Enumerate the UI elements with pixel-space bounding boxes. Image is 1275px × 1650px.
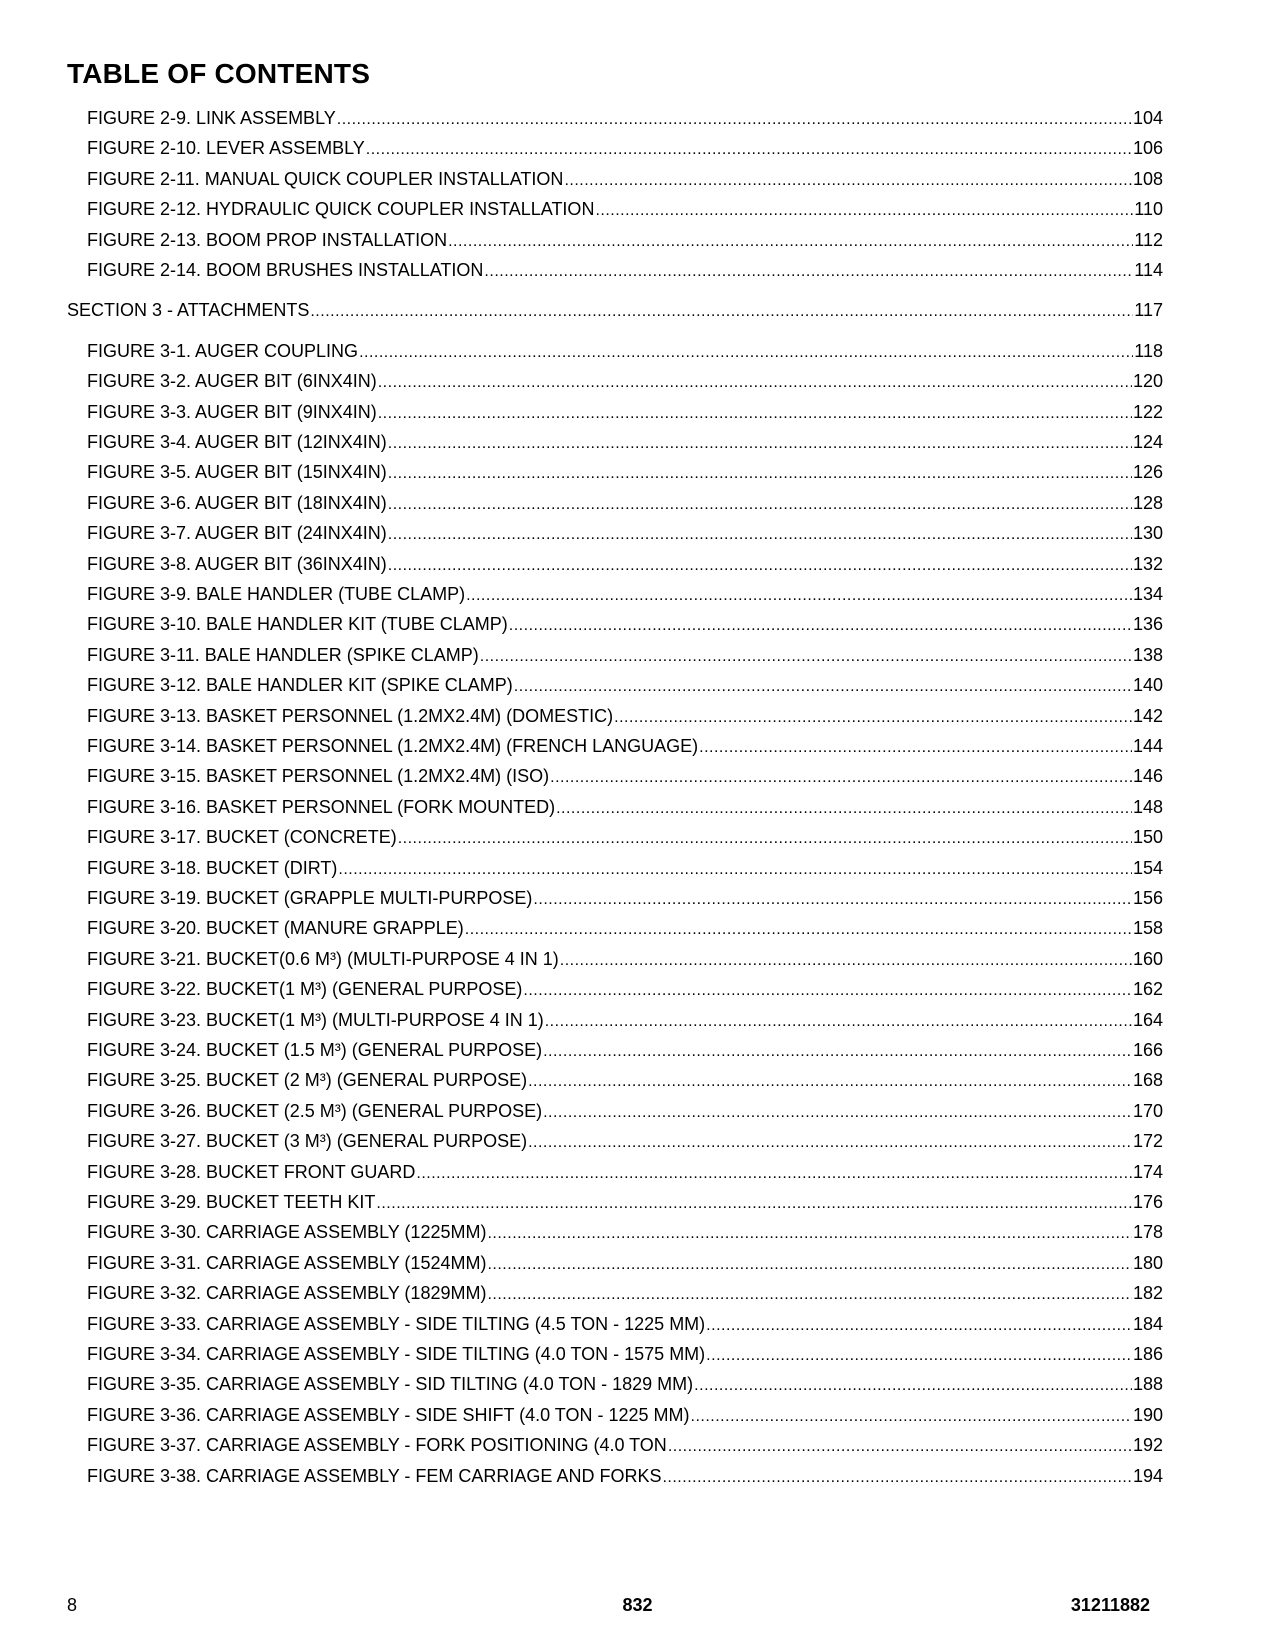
toc-entry[interactable] (87, 916, 1163, 940)
toc-entry-label: FIGURE 3-19. BUCKET (GRAPPLE MULTI-PURPOSE) (87, 888, 533, 908)
dot-leader (564, 169, 1132, 193)
toc-entry-label: FIGURE 3-3. AUGER BIT (9INX4IN) (87, 402, 377, 422)
dot-leader (694, 1374, 1132, 1398)
dot-leader (310, 300, 1133, 324)
footer-document-number: 31211882 (1070, 1595, 1150, 1615)
dot-leader (466, 584, 1132, 608)
toc-entry-label: FIGURE 3-21. BUCKET(0.6 M³) (MULTI-PURPOSE 4 IN 1) (87, 949, 559, 969)
toc-entry[interactable] (87, 1403, 1163, 1427)
toc-entry-page: 126 (1132, 462, 1163, 482)
toc-entry-page: 144 (1132, 736, 1163, 756)
toc-entry-page: 154 (1132, 858, 1163, 878)
toc-entry-label: FIGURE 3-5. AUGER BIT (15INX4IN) (87, 462, 387, 482)
toc-entry[interactable] (87, 228, 1163, 252)
toc-entry[interactable] (87, 1433, 1163, 1457)
dot-leader (366, 138, 1132, 162)
toc-entry-label: FIGURE 3-11. BALE HANDLER (SPIKE CLAMP) (87, 645, 479, 665)
toc-entry-page: 140 (1132, 675, 1163, 695)
dot-leader (388, 523, 1132, 547)
dot-leader (560, 949, 1132, 973)
dot-leader (388, 493, 1132, 517)
toc-entry-page: 186 (1132, 1344, 1163, 1364)
toc-entry-label: FIGURE 3-37. CARRIAGE ASSEMBLY - FORK POSITIONING (4.0 TON (87, 1435, 667, 1455)
toc-entry[interactable] (87, 977, 1163, 1001)
toc-entry-page: 136 (1132, 614, 1163, 634)
toc-entry-page: 148 (1132, 797, 1163, 817)
toc-entry-label: FIGURE 2-11. MANUAL QUICK COUPLER INSTALLATION (87, 169, 564, 189)
dot-leader (388, 554, 1132, 578)
toc-entry-page: 188 (1132, 1374, 1163, 1394)
toc-entry-page: 166 (1132, 1040, 1163, 1060)
toc-entry-page: 190 (1132, 1405, 1163, 1425)
toc-entry-page: 168 (1132, 1070, 1163, 1090)
toc-entry[interactable] (87, 1312, 1163, 1336)
toc-entry[interactable] (87, 369, 1163, 393)
toc-entry-page: 117 (1134, 300, 1163, 320)
footer-page-number: 8 (67, 1595, 78, 1615)
dot-leader (699, 736, 1132, 760)
toc-entry[interactable] (87, 643, 1163, 667)
toc-entry-label: FIGURE 2-10. LEVER ASSEMBLY (87, 138, 365, 158)
toc-entry-page: 146 (1132, 766, 1163, 786)
toc-entry-page: 132 (1132, 554, 1163, 574)
toc-entry-label: FIGURE 3-18. BUCKET (DIRT) (87, 858, 338, 878)
toc-entry[interactable] (87, 1372, 1163, 1396)
toc-entry[interactable] (87, 612, 1163, 636)
dot-leader (545, 1010, 1132, 1034)
toc-entry-page: 106 (1132, 138, 1163, 158)
toc-entry-page: 156 (1132, 888, 1163, 908)
toc-entry-page: 158 (1132, 918, 1163, 938)
dot-leader (543, 1101, 1132, 1125)
dot-leader (514, 675, 1132, 699)
toc-entry-label: FIGURE 2-14. BOOM BRUSHES INSTALLATION (87, 260, 484, 280)
toc-entry-label: FIGURE 3-27. BUCKET (3 M³) (GENERAL PURPOSE) (87, 1131, 528, 1151)
toc-entry[interactable] (87, 856, 1163, 880)
toc-entry[interactable] (87, 1068, 1163, 1092)
dot-leader (378, 402, 1132, 426)
dot-leader (388, 462, 1132, 486)
toc-entry[interactable] (87, 339, 1163, 363)
dot-leader (543, 1040, 1132, 1064)
toc-entry-label: FIGURE 3-23. BUCKET(1 M³) (MULTI-PURPOSE 4 IN 1) (87, 1010, 544, 1030)
dot-leader (359, 341, 1133, 365)
dot-leader (416, 1162, 1132, 1186)
toc-entry-label: FIGURE 3-12. BALE HANDLER KIT (SPIKE CLAMP) (87, 675, 513, 695)
toc-section-entry[interactable] (67, 298, 1163, 322)
toc-entry-page: 150 (1132, 827, 1163, 847)
toc-entry[interactable] (87, 1099, 1163, 1123)
toc-entry-label: FIGURE 3-9. BALE HANDLER (TUBE CLAMP) (87, 584, 466, 604)
toc-entry-label: FIGURE 3-4. AUGER BIT (12INX4IN) (87, 432, 387, 452)
toc-entry-page: 128 (1132, 493, 1163, 513)
toc-entry-page: 174 (1132, 1162, 1163, 1182)
dot-leader (614, 706, 1132, 730)
dot-leader (523, 979, 1132, 1003)
dot-leader (487, 1253, 1131, 1277)
dot-leader (448, 230, 1133, 254)
dot-leader (662, 1466, 1131, 1490)
dot-leader (465, 918, 1132, 942)
toc-entry-page: 142 (1132, 706, 1163, 726)
dot-leader (487, 1222, 1131, 1246)
toc-entry[interactable] (87, 552, 1163, 576)
toc-entry[interactable] (87, 491, 1163, 515)
toc-entry[interactable] (87, 1251, 1163, 1275)
toc-entry-label: FIGURE 3-2. AUGER BIT (6INX4IN) (87, 371, 377, 391)
toc-entry-label: FIGURE 3-34. CARRIAGE ASSEMBLY - SIDE TILTING (4.0 TON - 1575 MM) (87, 1344, 706, 1364)
toc-entry-label: FIGURE 3-25. BUCKET (2 M³) (GENERAL PURPOSE) (87, 1070, 528, 1090)
toc-entry-page: 160 (1132, 949, 1163, 969)
toc-entry-label: FIGURE 3-16. BASKET PERSONNEL (FORK MOUNTED) (87, 797, 556, 817)
toc-entry-label: FIGURE 3-36. CARRIAGE ASSEMBLY - SIDE SHIFT (4.0 TON - 1225 MM) (87, 1405, 690, 1425)
dot-leader (487, 1283, 1131, 1307)
toc-entry-page: 176 (1132, 1192, 1163, 1212)
toc-entry-label: FIGURE 2-13. BOOM PROP INSTALLATION (87, 230, 448, 250)
dot-leader (378, 371, 1132, 395)
dot-leader (528, 1070, 1132, 1094)
dot-leader (388, 432, 1132, 456)
toc-entry[interactable] (87, 1008, 1163, 1032)
toc-entry-page: 104 (1132, 108, 1163, 128)
toc-entry-label: FIGURE 3-38. CARRIAGE ASSEMBLY - FEM CARRIAGE AND FORKS (87, 1466, 662, 1486)
dot-leader (533, 888, 1132, 912)
toc-entry[interactable] (87, 795, 1163, 819)
toc-entry-label: FIGURE 3-33. CARRIAGE ASSEMBLY - SIDE TILTING (4.5 TON - 1225 MM) (87, 1314, 706, 1334)
toc-entry-label: FIGURE 2-12. HYDRAULIC QUICK COUPLER INSTALLATION (87, 199, 595, 219)
toc-entry-page: 194 (1132, 1466, 1163, 1486)
toc-entry-label: FIGURE 3-15. BASKET PERSONNEL (1.2MX2.4M) (ISO) (87, 766, 550, 786)
toc-entry-label: FIGURE 3-22. BUCKET(1 M³) (GENERAL PURPOSE) (87, 979, 523, 999)
toc-entry[interactable] (87, 460, 1163, 484)
toc-entry[interactable] (87, 825, 1163, 849)
toc-entry[interactable] (87, 673, 1163, 697)
dot-leader (480, 645, 1132, 669)
toc-entry[interactable] (87, 582, 1163, 606)
dot-leader (337, 108, 1132, 132)
toc-entry[interactable] (87, 400, 1163, 424)
toc-entry-page: 110 (1134, 199, 1163, 219)
dot-leader (509, 614, 1132, 638)
toc-entry[interactable] (87, 106, 1163, 130)
toc-entry-label: FIGURE 3-7. AUGER BIT (24INX4IN) (87, 523, 387, 543)
toc-entry-label: FIGURE 3-8. AUGER BIT (36INX4IN) (87, 554, 387, 574)
toc-entry-label: FIGURE 3-26. BUCKET (2.5 M³) (GENERAL PURPOSE) (87, 1101, 543, 1121)
page-title: TABLE OF CONTENTS (67, 58, 371, 89)
toc-entry[interactable] (87, 1342, 1163, 1366)
toc-entry-label: FIGURE 3-30. CARRIAGE ASSEMBLY (1225MM) (87, 1222, 487, 1242)
toc-entry-page: 170 (1132, 1101, 1163, 1121)
toc-entry[interactable] (87, 197, 1163, 221)
toc-entry-label: FIGURE 3-31. CARRIAGE ASSEMBLY (1524MM) (87, 1253, 487, 1273)
toc-entry-label: FIGURE 3-20. BUCKET (MANURE GRAPPLE) (87, 918, 464, 938)
toc-entry-page: 108 (1132, 169, 1163, 189)
toc-entry[interactable] (87, 430, 1163, 454)
toc-entry-page: 162 (1132, 979, 1163, 999)
toc-entry-label: FIGURE 3-29. BUCKET TEETH KIT (87, 1192, 376, 1212)
toc-entry-label: FIGURE 2-9. LINK ASSEMBLY (87, 108, 336, 128)
dot-leader (706, 1314, 1132, 1338)
dot-leader (595, 199, 1133, 223)
toc-entry[interactable] (87, 886, 1163, 910)
toc-entry[interactable] (87, 136, 1163, 160)
toc-entry[interactable] (87, 1464, 1163, 1488)
toc-entry[interactable] (87, 1190, 1163, 1214)
toc-entry-label: FIGURE 3-13. BASKET PERSONNEL (1.2MX2.4M) (DOMESTIC) (87, 706, 614, 726)
toc-entry-label: FIGURE 3-35. CARRIAGE ASSEMBLY - SID TILTING (4.0 TON - 1829 MM) (87, 1374, 694, 1394)
toc-entry-label: FIGURE 3-24. BUCKET (1.5 M³) (GENERAL PURPOSE) (87, 1040, 543, 1060)
toc-entry[interactable] (87, 1160, 1163, 1184)
toc-entry-page: 180 (1132, 1253, 1163, 1273)
toc-entry-page: 172 (1132, 1131, 1163, 1151)
dot-leader (550, 766, 1132, 790)
toc-entry-page: 164 (1132, 1010, 1163, 1030)
toc-entry-page: 182 (1132, 1283, 1163, 1303)
toc-entry-label: SECTION 3 - ATTACHMENTS (67, 300, 310, 320)
toc-entry-label: FIGURE 3-6. AUGER BIT (18INX4IN) (87, 493, 387, 513)
toc-entry-page: 112 (1134, 230, 1163, 250)
toc-entry-page: 184 (1132, 1314, 1163, 1334)
dot-leader (376, 1192, 1132, 1216)
toc-entry-label: FIGURE 3-10. BALE HANDLER KIT (TUBE CLAMP) (87, 614, 508, 634)
dot-leader (528, 1131, 1132, 1155)
toc-entry-page: 178 (1132, 1222, 1163, 1242)
dot-leader (691, 1405, 1132, 1429)
toc-entry[interactable] (87, 521, 1163, 545)
toc-entry[interactable] (87, 764, 1163, 788)
toc-entry-label: FIGURE 3-1. AUGER COUPLING (87, 341, 359, 361)
toc-entry-page: 120 (1132, 371, 1163, 391)
dot-leader (706, 1344, 1132, 1368)
footer-center-number: 832 (622, 1595, 653, 1615)
toc-entry-label: FIGURE 3-28. BUCKET FRONT GUARD (87, 1162, 416, 1182)
dot-leader (484, 260, 1133, 284)
toc-entry-label: FIGURE 3-32. CARRIAGE ASSEMBLY (1829MM) (87, 1283, 487, 1303)
toc-entry[interactable] (87, 167, 1163, 191)
toc-entry[interactable] (87, 1220, 1163, 1244)
toc-entry-page: 134 (1132, 584, 1163, 604)
toc-entry-page: 192 (1132, 1435, 1163, 1455)
toc-entry-page: 124 (1132, 432, 1163, 452)
toc-entry[interactable] (87, 258, 1163, 282)
toc-entry-page: 138 (1132, 645, 1163, 665)
dot-leader (338, 858, 1132, 882)
dot-leader (668, 1435, 1132, 1459)
toc-entry-page: 114 (1134, 260, 1163, 280)
toc-entry-label: FIGURE 3-14. BASKET PERSONNEL (1.2MX2.4M) (FRENCH LANGUAGE) (87, 736, 699, 756)
toc-entry-page: 118 (1134, 341, 1163, 361)
toc-entry[interactable] (87, 1281, 1163, 1305)
toc-entry-page: 130 (1132, 523, 1163, 543)
dot-leader (556, 797, 1132, 821)
toc-entry[interactable] (87, 1129, 1163, 1153)
toc-entry-page: 122 (1132, 402, 1163, 422)
toc-entry[interactable] (87, 1038, 1163, 1062)
toc-entry[interactable] (87, 704, 1163, 728)
toc-entry[interactable] (87, 734, 1163, 758)
toc-entry-label: FIGURE 3-17. BUCKET (CONCRETE) (87, 827, 397, 847)
dot-leader (398, 827, 1132, 851)
toc-entry[interactable] (87, 947, 1163, 971)
